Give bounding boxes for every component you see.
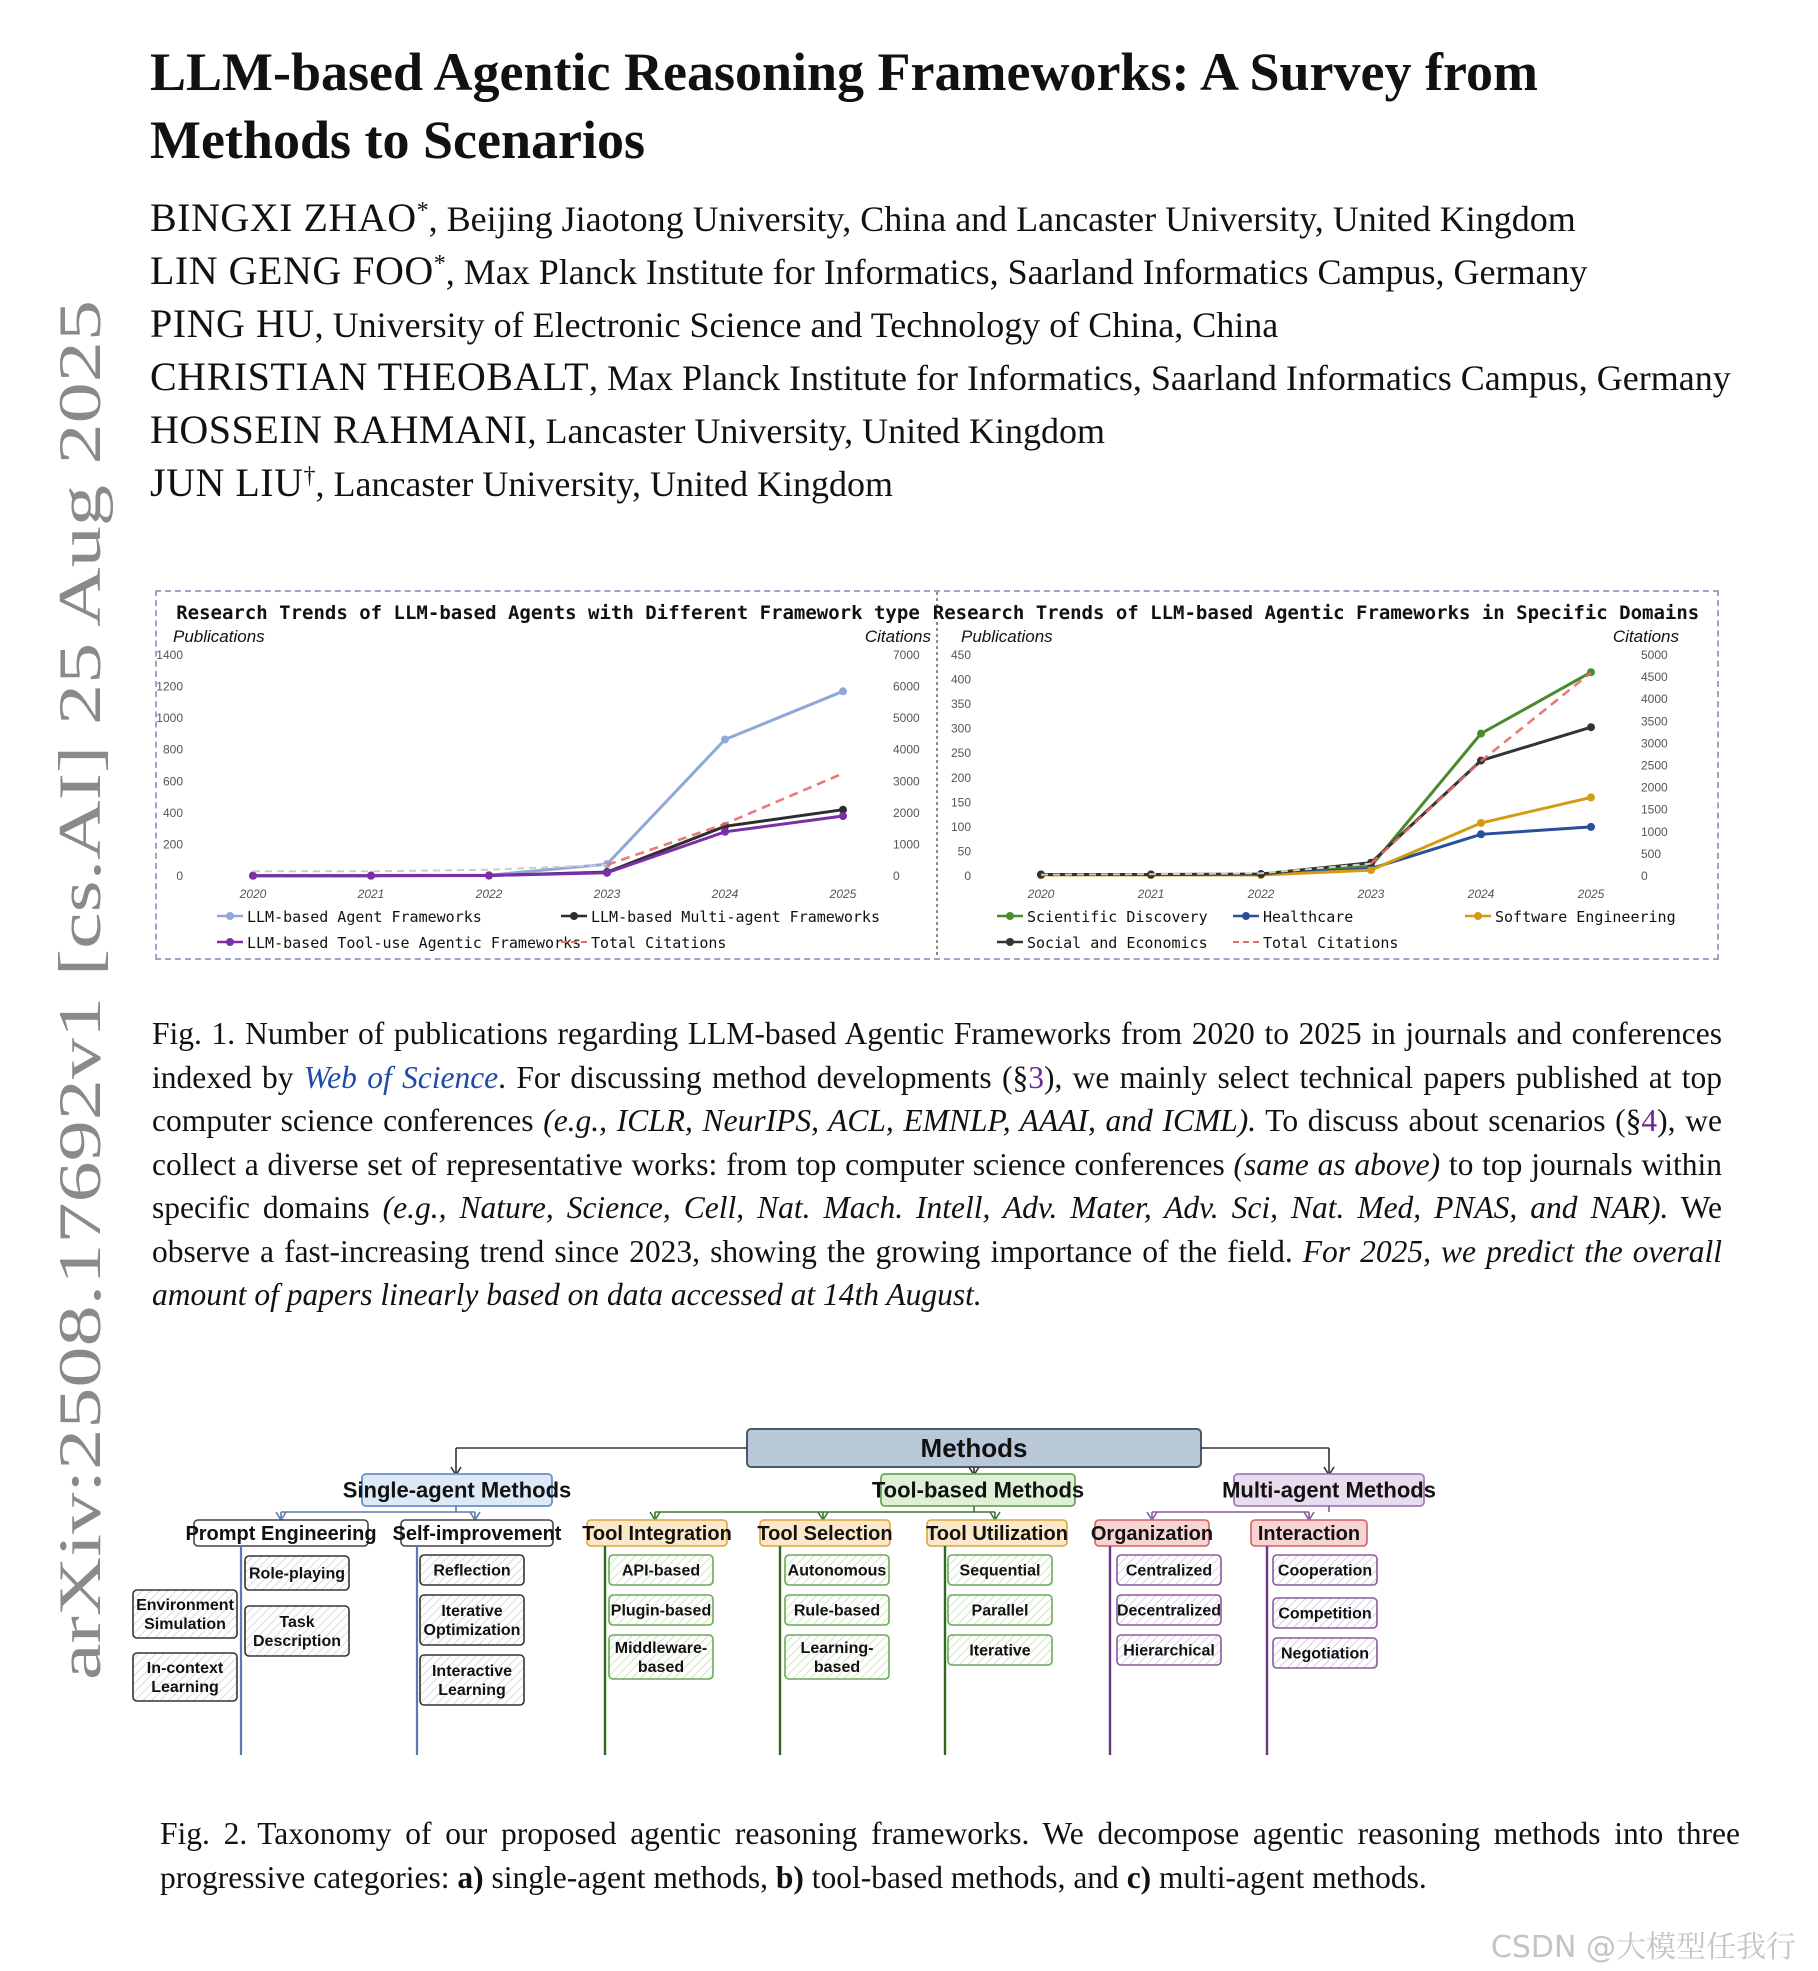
y-tick-label: 150 — [950, 795, 971, 810]
caption-italic: (e.g., Nature, Science, Cell, Nat. Mach. Intell, Adv. Mater, Adv. Sci, Nat. Med, PNAS, and NAR). — [382, 1190, 1669, 1225]
caption-text: tool-based methods, and — [803, 1859, 1127, 1895]
data-point — [1477, 819, 1485, 827]
chart-title: Research Trends of LLM-based Agentic Frameworks in Specific Domains — [932, 602, 1700, 624]
leaf-tool-label: based — [637, 1659, 685, 1677]
chart-panel-1 — [156, 602, 931, 952]
x-tick-label: 2023 — [593, 887, 621, 901]
author-affiliation: Max Planck Institute for Informatics, Saarland Informatics Campus, Germany — [463, 252, 1588, 292]
leaf-self-label: Reflection — [433, 1562, 511, 1580]
data-point — [721, 735, 729, 743]
y-tick-label: 400 — [950, 672, 971, 687]
series-line — [253, 691, 843, 875]
legend-label: Social and Economics — [1027, 934, 1208, 952]
y-tick-label: 1200 — [156, 679, 183, 694]
leaf-interaction — [1273, 1598, 1377, 1628]
multi-group-1 — [1251, 1520, 1367, 1546]
author-mark: * — [433, 251, 446, 277]
data-point — [1587, 723, 1595, 731]
section-ref-link[interactable]: 4 — [1641, 1103, 1658, 1138]
tool-group-0 — [582, 1520, 732, 1546]
x-tick-label: 2022 — [475, 887, 503, 901]
leaf-organization — [1117, 1555, 1221, 1585]
x-tick-label: 2022 — [1247, 887, 1275, 901]
caption-text: Taxonomy of our proposed agentic reasoning frameworks. We decompose agentic reasoning methods into three progressive categories: — [160, 1816, 1740, 1895]
leaf-tool-label: Learning- — [800, 1640, 874, 1658]
y2-tick-label: 3000 — [1641, 736, 1668, 751]
y2-axis-label: Citations — [1612, 627, 1679, 646]
leaf-self — [420, 1655, 524, 1705]
series-line — [253, 810, 843, 876]
author-affiliation: Max Planck Institute for Informatics, Saarland Informatics Campus, Germany — [607, 358, 1731, 398]
leaf-self — [420, 1595, 524, 1645]
leaf-prompt-label: Learning — [151, 1679, 219, 1697]
author-line: BINGXI ZHAO*, Beijing Jiaotong University, China and Lancaster University, United Kingdom — [150, 195, 1576, 240]
tool-group-2 — [926, 1520, 1068, 1546]
leaf-prompt-label: In-context — [146, 1660, 224, 1678]
y-tick-label: 1400 — [156, 648, 183, 662]
y-tick-label: 0 — [964, 869, 971, 883]
x-tick-label: 2023 — [1357, 887, 1385, 901]
taxonomy-root — [747, 1429, 1201, 1467]
caption-text: . For discussing method developments (§ — [498, 1059, 1029, 1095]
y-tick-label: 200 — [162, 837, 183, 852]
y2-tick-label: 6000 — [893, 679, 920, 694]
chart-title: Research Trends of LLM-based Agents with Different Framework type — [176, 602, 920, 624]
author-line: LIN GENG FOO*, Max Planck Institute for Informatics, Saarland Informatics Campus, Germany — [150, 248, 1588, 293]
legend-marker — [1242, 912, 1250, 920]
multi-group-0-label: Organization — [1090, 1523, 1214, 1545]
leaf-tool — [609, 1555, 713, 1585]
leaf-tool-label: Iterative — [969, 1642, 1031, 1660]
paper-title: LLM-based Agentic Reasoning Frameworks: A Survey from Methods to Scenarios — [150, 42, 1538, 170]
leaf-self-label: Interactive — [431, 1663, 513, 1681]
leaf-prompt-label: Role-playing — [248, 1565, 346, 1583]
category-2-label: Multi-agent Methods — [1222, 1477, 1436, 1503]
leaf-organization — [1117, 1595, 1221, 1625]
y2-tick-label: 1000 — [893, 837, 920, 852]
data-point — [485, 872, 493, 880]
series-line — [1041, 672, 1591, 874]
chart-panel-2 — [933, 602, 1699, 952]
leaf-self-label: Learning — [438, 1682, 506, 1700]
author-line: PING HU, University of Electronic Science and Technology of China, China — [150, 301, 1279, 346]
y2-tick-label: 1000 — [1641, 824, 1668, 839]
leaf-organization-label: Centralized — [1125, 1562, 1213, 1580]
author-mark: † — [303, 463, 316, 489]
leaf-prompt — [133, 1653, 237, 1701]
author-name: JUN LIU — [150, 460, 304, 505]
x-tick-label: 2020 — [1027, 887, 1055, 901]
author-affiliation: Lancaster University, United Kingdom — [333, 464, 894, 504]
series-line — [253, 816, 843, 876]
y-axis-label: Publications — [173, 627, 265, 646]
tool-group-0-label: Tool Integration — [582, 1523, 732, 1545]
figure-1-panel — [155, 590, 1719, 960]
caption-text: We observe a fast-increasing trend since 2023, showing the growing importance of the field. — [152, 1190, 1722, 1269]
leaf-interaction-label: Negotiation — [1281, 1645, 1369, 1663]
category-0 — [343, 1474, 572, 1506]
section-ref-link[interactable]: 3 — [1028, 1059, 1044, 1095]
leaf-tool — [948, 1595, 1052, 1625]
y-tick-label: 350 — [950, 697, 971, 712]
arxiv-stamp — [48, 290, 118, 1680]
legend-label: Total Citations — [1263, 934, 1399, 952]
caption-text: ), we collect a diverse set of representative works: from top computer science conferences — [152, 1103, 1722, 1182]
legend-marker — [1474, 912, 1482, 920]
y2-tick-label: 5000 — [893, 711, 920, 726]
author-line: JUN LIU†, Lancaster University, United Kingdom — [150, 460, 894, 505]
y-tick-label: 450 — [950, 648, 971, 662]
author-affiliation: Beijing Jiaotong University, China and Lancaster University, United Kingdom — [446, 199, 1576, 239]
data-point — [839, 812, 847, 820]
caption-italic: (e.g., ICLR, NeurIPS, ACL, EMNLP, AAAI, and ICML). — [543, 1103, 1257, 1138]
y2-tick-label: 0 — [1641, 869, 1648, 883]
series-line-citations — [607, 773, 843, 865]
author-line: CHRISTIAN THEOBALT, Max Planck Institute for Informatics, Saarland Informatics Campus, Germany — [150, 354, 1731, 399]
single-agent-group-1-label: Self-improvement — [392, 1523, 562, 1545]
x-tick-label: 2024 — [1467, 887, 1495, 901]
y-tick-label: 50 — [957, 844, 971, 859]
leaf-tool — [609, 1635, 713, 1679]
caption-italic: For 2025, we predict the overall amount of papers linearly based on data accessed at 14th August. — [152, 1233, 1722, 1312]
author-affiliation: University of Electronic Science and Technology of China, China — [332, 305, 1279, 345]
y-tick-label: 800 — [162, 742, 183, 757]
data-point — [603, 869, 611, 877]
y-axis-label: Publications — [961, 627, 1053, 646]
leaf-interaction-label: Competition — [1278, 1605, 1372, 1623]
leaf-prompt-label: Description — [252, 1633, 342, 1651]
figure-2-caption — [160, 1812, 1740, 1899]
leaf-tool-label: API-based — [621, 1562, 701, 1580]
legend-label: LLM-based Tool-use Agentic Frameworks — [247, 934, 582, 952]
caption-text: ), we mainly select technical papers published at top computer science conferences — [152, 1059, 1723, 1138]
figure-2-taxonomy — [136, 1425, 1735, 1780]
leaf-prompt-label: Environment — [136, 1597, 234, 1615]
leaf-prompt-label: Task — [279, 1614, 315, 1632]
author-name: LIN GENG FOO — [150, 248, 434, 293]
tool-group-1-label: Tool Selection — [757, 1523, 893, 1545]
y2-tick-label: 7000 — [893, 648, 920, 662]
caption-text: Number of publications regarding LLM-based Agentic Frameworks from 2020 to 2025 in journals and conferences indexed by — [152, 1016, 1722, 1095]
y-tick-label: 600 — [162, 774, 183, 789]
leaf-tool — [785, 1555, 889, 1585]
caption-label: Fig. 2. — [160, 1816, 248, 1851]
y2-tick-label: 4500 — [1641, 670, 1668, 685]
category-0-label: Single-agent Methods — [342, 1477, 572, 1503]
y-tick-label: 1000 — [156, 711, 183, 726]
leaf-tool — [785, 1595, 889, 1625]
single-agent-group-1 — [393, 1520, 562, 1546]
multi-group-0 — [1091, 1520, 1213, 1546]
leaf-tool — [785, 1635, 889, 1679]
leaf-tool — [948, 1555, 1052, 1585]
legend-marker — [1006, 938, 1014, 946]
leaf-organization — [1117, 1635, 1221, 1665]
x-tick-label: 2024 — [711, 887, 739, 901]
series-line — [1041, 727, 1591, 874]
caption-label: Fig. 1. — [152, 1016, 236, 1051]
multi-group-1-label: Interaction — [1257, 1523, 1361, 1545]
category-1 — [872, 1474, 1084, 1506]
y-tick-label: 100 — [950, 819, 971, 834]
legend-marker — [570, 912, 578, 920]
y-tick-label: 300 — [950, 721, 971, 736]
leaf-interaction — [1273, 1638, 1377, 1668]
single-agent-group-0-label: Prompt Engineering — [185, 1523, 377, 1545]
data-point — [249, 872, 257, 880]
legend-marker — [226, 938, 234, 946]
caption-text: multi-agent methods. — [1151, 1859, 1427, 1895]
caption-bold: a) — [457, 1859, 484, 1895]
legend-label: Software Engineering — [1495, 908, 1676, 926]
y2-tick-label: 500 — [1641, 846, 1662, 861]
leaf-prompt — [245, 1606, 349, 1656]
arxiv-stamp-svg — [48, 290, 118, 1680]
leaf-tool-label: Parallel — [971, 1602, 1029, 1620]
x-tick-label: 2025 — [829, 887, 857, 901]
y2-tick-label: 4000 — [893, 742, 920, 757]
y2-axis-label: Citations — [864, 627, 931, 646]
single-agent-group-0 — [185, 1520, 376, 1546]
category-1-label: Tool-based Methods — [871, 1477, 1085, 1503]
leaf-tool-label: Sequential — [959, 1562, 1041, 1580]
tool-group-2-label: Tool Utilization — [926, 1523, 1068, 1545]
web-of-science-link[interactable]: Web of Science — [303, 1059, 499, 1095]
y2-tick-label: 2000 — [1641, 780, 1668, 795]
legend-label: Total Citations — [591, 934, 727, 952]
y-tick-label: 250 — [950, 746, 971, 761]
leaf-prompt — [245, 1556, 349, 1590]
csdn-watermark: CSDN @大模型任我行 — [1490, 1930, 1796, 1965]
data-point — [367, 872, 375, 880]
taxonomy-diagram — [136, 1425, 1735, 1780]
legend-label: Healthcare — [1263, 908, 1354, 926]
x-tick-label: 2021 — [357, 887, 385, 901]
data-point — [839, 687, 847, 695]
author-name: HOSSEIN RAHMANI — [150, 407, 528, 452]
caption-italic: (same as above) — [1233, 1146, 1441, 1182]
y-tick-label: 0 — [176, 869, 183, 883]
tool-group-1 — [757, 1520, 892, 1546]
x-tick-label: 2025 — [1577, 887, 1605, 901]
leaf-self-label: Iterative — [441, 1603, 503, 1621]
leaf-tool — [948, 1635, 1052, 1665]
legend-label: Scientific Discovery — [1027, 908, 1208, 926]
figure-1-caption — [152, 1012, 1722, 1317]
arxiv-stamp-text: arXiv:2508.17692v1 [cs.AI] 25 Aug 2025 — [47, 673, 113, 1680]
y2-tick-label: 2500 — [1641, 758, 1668, 773]
author-mark: * — [416, 198, 429, 224]
y2-tick-label: 1500 — [1641, 802, 1668, 817]
x-tick-label: 2021 — [1137, 887, 1165, 901]
y2-tick-label: 0 — [893, 869, 900, 883]
author-affiliation: Lancaster University, United Kingdom — [545, 411, 1106, 451]
leaf-interaction-label: Cooperation — [1277, 1562, 1373, 1580]
y-tick-label: 200 — [950, 770, 971, 785]
x-tick-label: 2020 — [239, 887, 267, 901]
y-tick-label: 400 — [162, 805, 183, 820]
leaf-tool-label: Rule-based — [793, 1602, 881, 1620]
y2-tick-label: 3000 — [893, 774, 920, 789]
leaf-self — [420, 1555, 524, 1585]
leaf-organization-label: Hierarchical — [1123, 1642, 1215, 1660]
leaf-self-label: Optimization — [423, 1622, 521, 1640]
legend-label: LLM-based Multi-agent Frameworks — [591, 908, 880, 926]
leaf-interaction — [1273, 1555, 1377, 1585]
data-point — [1587, 823, 1595, 831]
leaf-tool-label: based — [813, 1659, 861, 1677]
y2-tick-label: 3500 — [1641, 714, 1668, 729]
leaf-prompt-label: Simulation — [144, 1616, 226, 1634]
author-name: CHRISTIAN THEOBALT — [150, 354, 590, 399]
y2-tick-label: 5000 — [1641, 648, 1668, 662]
y2-tick-label: 2000 — [893, 805, 920, 820]
caption-bold: c) — [1126, 1859, 1152, 1895]
legend-marker — [226, 912, 234, 920]
leaf-tool — [609, 1595, 713, 1625]
leaf-organization-label: Decentralized — [1116, 1602, 1222, 1620]
data-point — [1587, 793, 1595, 801]
data-point — [1477, 830, 1485, 838]
author-line: HOSSEIN RAHMANI, Lancaster University, United Kingdom — [150, 407, 1106, 452]
legend-marker — [1006, 912, 1014, 920]
data-point — [1367, 866, 1375, 874]
author-list — [150, 192, 1770, 510]
caption-text: to top journals within specific domains — [152, 1146, 1722, 1225]
leaf-tool-label: Autonomous — [787, 1562, 887, 1580]
caption-bold: b) — [775, 1859, 804, 1895]
figure-1-charts — [157, 592, 1717, 958]
author-name: PING HU — [150, 301, 315, 346]
caption-text: single-agent methods, — [483, 1859, 776, 1895]
caption-text: To discuss about scenarios (§ — [1256, 1103, 1642, 1138]
data-point — [1477, 730, 1485, 738]
leaf-tool-label: Middleware- — [614, 1640, 708, 1658]
series-line — [1041, 797, 1591, 875]
data-point — [721, 828, 729, 836]
legend-label: LLM-based Agent Frameworks — [247, 908, 482, 926]
author-name: BINGXI ZHAO — [150, 195, 417, 240]
leaf-tool-label: Plugin-based — [610, 1602, 712, 1620]
y2-tick-label: 4000 — [1641, 692, 1668, 707]
category-2 — [1222, 1474, 1436, 1506]
leaf-prompt — [133, 1590, 237, 1638]
taxonomy-root-label: Methods — [920, 1433, 1028, 1464]
